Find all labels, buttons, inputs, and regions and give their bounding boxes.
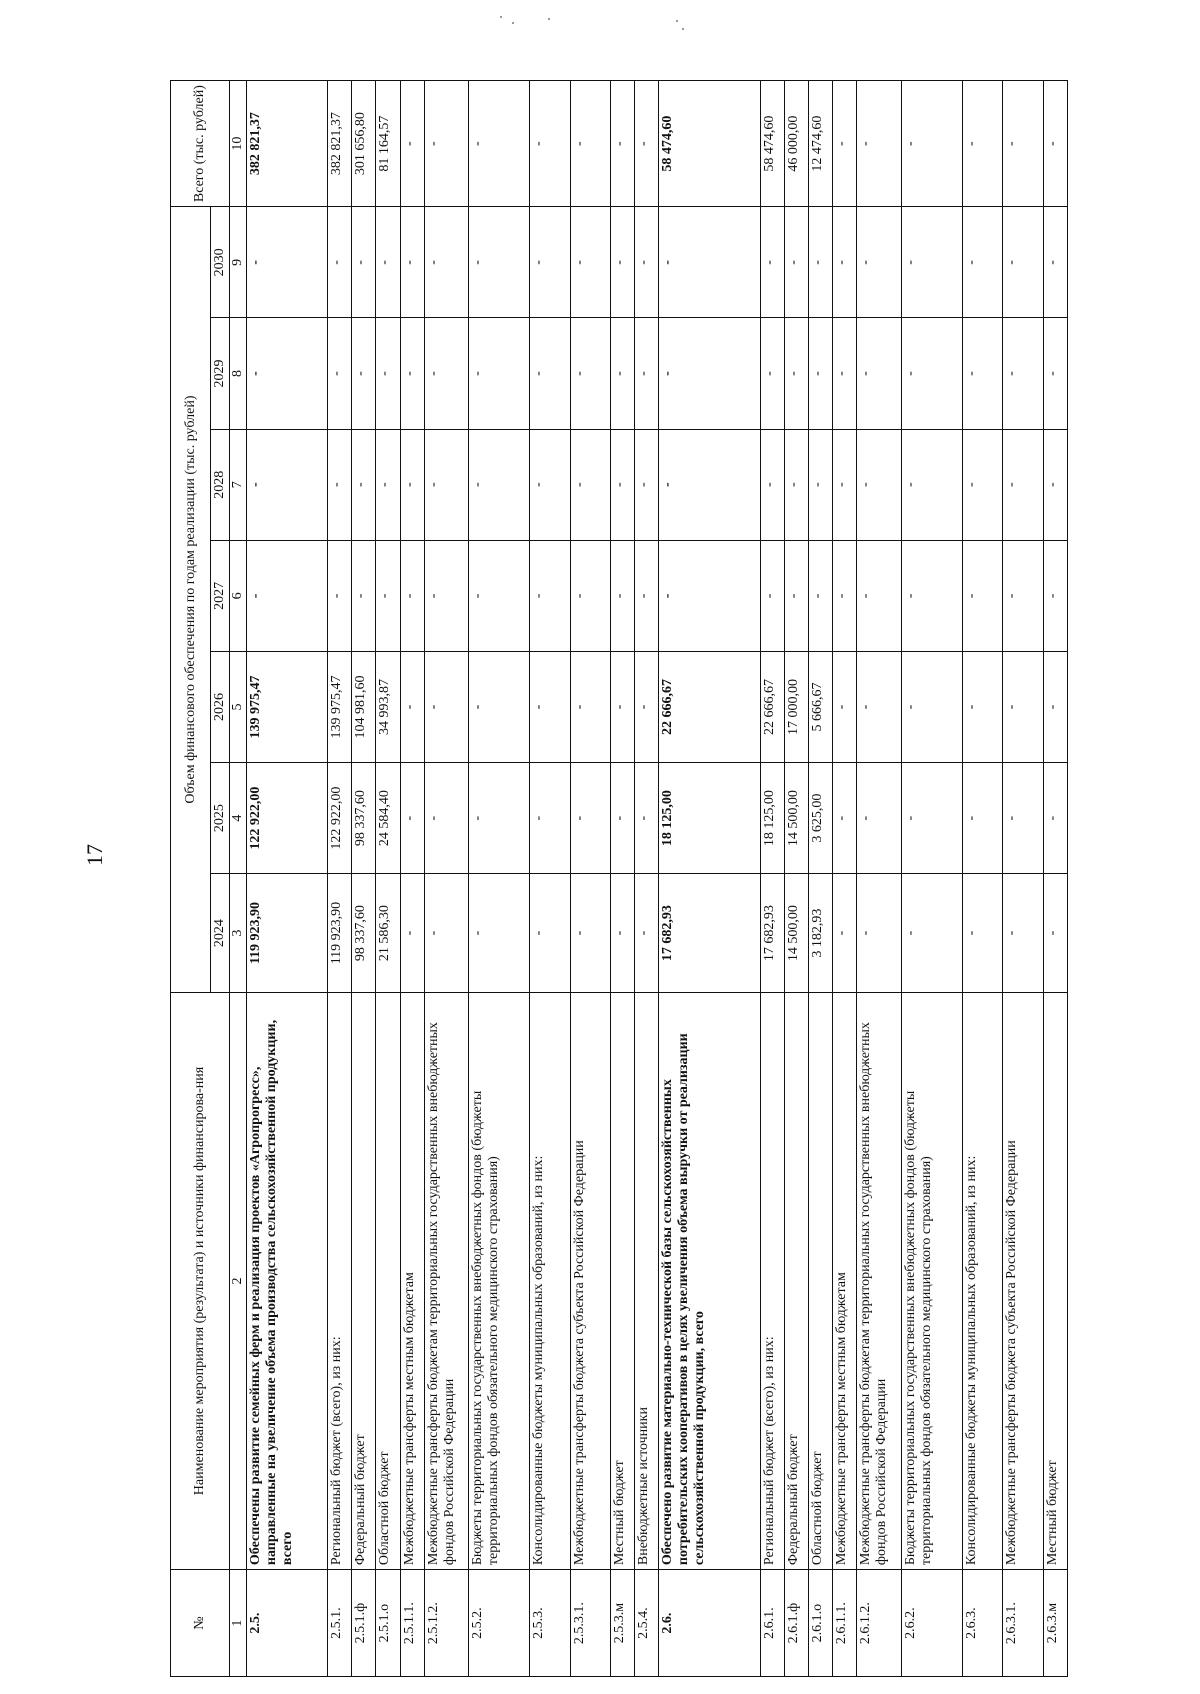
row-value: - bbox=[784, 318, 808, 429]
row-value: - bbox=[901, 874, 962, 993]
table-row bbox=[1043, 81, 1067, 1677]
row-value: 3 625,00 bbox=[809, 763, 833, 874]
row-value: - bbox=[857, 763, 901, 874]
row-name: Межбюджетные трансферты местным бюджетам bbox=[400, 992, 424, 1569]
row-code: 2.6.1.о bbox=[809, 1570, 833, 1677]
row-name: Внебюджетные источники bbox=[635, 992, 659, 1569]
row-value: - bbox=[611, 874, 635, 993]
row-value: - bbox=[659, 429, 761, 540]
financing-table bbox=[170, 80, 1068, 1677]
row-value: - bbox=[901, 429, 962, 540]
row-value: - bbox=[635, 318, 659, 429]
row-value: - bbox=[247, 207, 328, 318]
row-code: 2.6.3.м bbox=[1043, 1570, 1067, 1677]
row-value: - bbox=[901, 540, 962, 651]
row-name: Обеспечено развитие материально-технической базы сельскохозяйственных потребительских кооперативов в целях увеличения объема выручки от реализации сельскохозяйственной продукции, всего bbox=[659, 992, 761, 1569]
row-value: - bbox=[570, 207, 611, 318]
row-code: 2.6.3. bbox=[962, 1570, 1003, 1677]
column-index: 10 bbox=[230, 81, 247, 207]
row-total: - bbox=[962, 81, 1003, 207]
rotated-table-container bbox=[170, 80, 1068, 1677]
row-value: 17 682,93 bbox=[659, 874, 761, 993]
row-name: Федеральный бюджет bbox=[352, 992, 376, 1569]
row-value: - bbox=[857, 651, 901, 762]
row-value: 119 923,90 bbox=[247, 874, 328, 993]
row-value: - bbox=[469, 318, 530, 429]
row-value: - bbox=[901, 207, 962, 318]
column-index: 4 bbox=[230, 763, 247, 874]
row-total: - bbox=[1003, 81, 1044, 207]
row-value: - bbox=[400, 874, 424, 993]
row-total: - bbox=[901, 81, 962, 207]
table-row bbox=[962, 81, 1003, 1677]
row-total: - bbox=[529, 81, 570, 207]
row-value: - bbox=[376, 318, 400, 429]
row-total: - bbox=[857, 81, 901, 207]
row-total: 46 000,00 bbox=[784, 81, 808, 207]
row-value: - bbox=[659, 540, 761, 651]
row-value: - bbox=[857, 207, 901, 318]
row-value: - bbox=[400, 651, 424, 762]
row-value: - bbox=[570, 763, 611, 874]
row-code: 2.6.2. bbox=[901, 1570, 962, 1677]
row-value: - bbox=[809, 207, 833, 318]
table-row bbox=[376, 81, 400, 1677]
header-year: 2028 bbox=[211, 429, 230, 540]
row-value: 139 975,47 bbox=[247, 651, 328, 762]
row-value: 22 666,67 bbox=[760, 651, 784, 762]
row-value: - bbox=[901, 763, 962, 874]
column-index: 3 bbox=[230, 874, 247, 993]
row-value: 18 125,00 bbox=[659, 763, 761, 874]
row-value: 14 500,00 bbox=[784, 874, 808, 993]
column-index: 2 bbox=[230, 992, 247, 1569]
row-name: Областной бюджет bbox=[809, 992, 833, 1569]
row-value: - bbox=[809, 318, 833, 429]
row-name: Местный бюджет bbox=[1043, 992, 1067, 1569]
row-value: - bbox=[328, 207, 352, 318]
row-value: - bbox=[376, 207, 400, 318]
row-value: - bbox=[962, 318, 1003, 429]
row-value: - bbox=[635, 540, 659, 651]
row-total: - bbox=[1043, 81, 1067, 207]
row-value: - bbox=[247, 429, 328, 540]
row-total: 382 821,37 bbox=[247, 81, 328, 207]
row-value: - bbox=[328, 429, 352, 540]
row-value: - bbox=[529, 763, 570, 874]
row-value: - bbox=[1043, 763, 1067, 874]
row-code: 2.6.1. bbox=[760, 1570, 784, 1677]
header-year: 2024 bbox=[211, 874, 230, 993]
column-index: 8 bbox=[230, 318, 247, 429]
row-value: - bbox=[570, 540, 611, 651]
row-value: - bbox=[635, 207, 659, 318]
column-index: 9 bbox=[230, 207, 247, 318]
row-code: 2.6.1.2. bbox=[857, 1570, 901, 1677]
row-code: 2.5.3.м bbox=[611, 1570, 635, 1677]
row-value: - bbox=[760, 207, 784, 318]
row-value: - bbox=[1003, 429, 1044, 540]
table-row bbox=[529, 81, 570, 1677]
row-name: Региональный бюджет (всего), из них: bbox=[328, 992, 352, 1569]
row-total: - bbox=[570, 81, 611, 207]
column-index: 7 bbox=[230, 429, 247, 540]
row-total: 382 821,37 bbox=[328, 81, 352, 207]
row-value: 104 981,60 bbox=[352, 651, 376, 762]
row-value: 14 500,00 bbox=[784, 763, 808, 874]
row-value: - bbox=[901, 651, 962, 762]
row-value: - bbox=[352, 540, 376, 651]
row-value: - bbox=[1043, 207, 1067, 318]
header-name: Наименование мероприятия (результата) и источники финансирова-ния bbox=[171, 992, 230, 1569]
header-year: 2025 bbox=[211, 763, 230, 874]
row-value: 98 337,60 bbox=[352, 874, 376, 993]
row-value: - bbox=[784, 207, 808, 318]
row-value: - bbox=[611, 318, 635, 429]
row-value: - bbox=[784, 429, 808, 540]
row-value: 21 586,30 bbox=[376, 874, 400, 993]
row-code: 2.5.1.о bbox=[376, 1570, 400, 1677]
row-value: - bbox=[611, 763, 635, 874]
row-value: - bbox=[424, 763, 468, 874]
row-value: - bbox=[659, 207, 761, 318]
row-value: - bbox=[833, 540, 857, 651]
header-year: 2030 bbox=[211, 207, 230, 318]
row-value: - bbox=[1043, 540, 1067, 651]
row-value: - bbox=[424, 318, 468, 429]
header-year: 2027 bbox=[211, 540, 230, 651]
row-total: 12 474,60 bbox=[809, 81, 833, 207]
row-value: - bbox=[833, 207, 857, 318]
row-value: 139 975,47 bbox=[328, 651, 352, 762]
row-value: - bbox=[1003, 874, 1044, 993]
row-value: 34 993,87 bbox=[376, 651, 400, 762]
table-row bbox=[809, 81, 833, 1677]
table-row bbox=[352, 81, 376, 1677]
row-value: - bbox=[833, 874, 857, 993]
row-value: - bbox=[424, 651, 468, 762]
row-value: - bbox=[400, 318, 424, 429]
row-total: 58 474,60 bbox=[760, 81, 784, 207]
row-value: - bbox=[469, 651, 530, 762]
row-name: Бюджеты территориальных государственных внебюджетных фондов (бюджеты территориальных фондов обязательного медицинского страхования) bbox=[901, 992, 962, 1569]
row-value: - bbox=[1003, 207, 1044, 318]
row-value: - bbox=[247, 540, 328, 651]
row-value: - bbox=[570, 429, 611, 540]
column-index: 6 bbox=[230, 540, 247, 651]
row-value: - bbox=[611, 429, 635, 540]
row-code: 2.6.3.1. bbox=[1003, 1570, 1044, 1677]
row-value: - bbox=[529, 651, 570, 762]
row-name: Межбюджетные трансферты бюджетам территориальных государственных внебюджетных фондов Российской Федерации bbox=[424, 992, 468, 1569]
row-code: 2.5.1.1. bbox=[400, 1570, 424, 1677]
row-total: - bbox=[611, 81, 635, 207]
row-code: 2.6.1.1. bbox=[833, 1570, 857, 1677]
row-name: Федеральный бюджет bbox=[784, 992, 808, 1569]
table-row bbox=[784, 81, 808, 1677]
row-value: - bbox=[833, 429, 857, 540]
row-value: - bbox=[469, 429, 530, 540]
row-name: Консолидированные бюджеты муниципальных образований, из них: bbox=[962, 992, 1003, 1569]
row-value: - bbox=[424, 874, 468, 993]
row-value: - bbox=[760, 429, 784, 540]
row-value: - bbox=[962, 651, 1003, 762]
header-volume: Объем финансового обеспечения по годам реализации (тыс. рублей) bbox=[171, 207, 211, 993]
row-value: - bbox=[469, 540, 530, 651]
row-value: - bbox=[611, 540, 635, 651]
row-value: - bbox=[962, 429, 1003, 540]
row-value: - bbox=[857, 540, 901, 651]
row-value: - bbox=[376, 429, 400, 540]
header-number: № bbox=[171, 1570, 230, 1677]
row-value: - bbox=[570, 318, 611, 429]
row-value: - bbox=[400, 429, 424, 540]
row-code: 2.6. bbox=[659, 1570, 761, 1677]
row-value: - bbox=[659, 318, 761, 429]
row-total: 58 474,60 bbox=[659, 81, 761, 207]
row-code: 2.5.3.1. bbox=[570, 1570, 611, 1677]
table-row bbox=[247, 81, 328, 1677]
row-value: - bbox=[962, 207, 1003, 318]
row-value: - bbox=[352, 429, 376, 540]
row-value: - bbox=[635, 763, 659, 874]
row-value: - bbox=[857, 429, 901, 540]
row-value: - bbox=[962, 540, 1003, 651]
row-value: - bbox=[760, 540, 784, 651]
table-row bbox=[611, 81, 635, 1677]
header-year: 2026 bbox=[211, 651, 230, 762]
row-value: - bbox=[570, 651, 611, 762]
row-value: - bbox=[529, 874, 570, 993]
table-row bbox=[1003, 81, 1044, 1677]
row-value: - bbox=[400, 763, 424, 874]
row-value: 17 000,00 bbox=[784, 651, 808, 762]
row-code: 2.5.1. bbox=[328, 1570, 352, 1677]
row-value: - bbox=[328, 540, 352, 651]
row-value: 122 922,00 bbox=[328, 763, 352, 874]
column-index: 5 bbox=[230, 651, 247, 762]
row-value: 119 923,90 bbox=[328, 874, 352, 993]
table-row bbox=[760, 81, 784, 1677]
row-code: 2.5.1.2. bbox=[424, 1570, 468, 1677]
row-value: - bbox=[529, 207, 570, 318]
row-value: - bbox=[611, 207, 635, 318]
row-code: 2.6.1.ф bbox=[784, 1570, 808, 1677]
row-value: - bbox=[328, 318, 352, 429]
row-value: - bbox=[1003, 318, 1044, 429]
column-index-row bbox=[230, 81, 247, 1677]
row-value: - bbox=[611, 651, 635, 762]
row-value: - bbox=[962, 763, 1003, 874]
row-value: - bbox=[784, 540, 808, 651]
row-value: - bbox=[635, 651, 659, 762]
row-name: Обеспечены развитие семейных ферм и реализация проектов «Агропрогресс», направленные на увеличение объема производства сельскохозяйственной продукции, всего bbox=[247, 992, 328, 1569]
table-row bbox=[570, 81, 611, 1677]
row-total: - bbox=[635, 81, 659, 207]
row-value: - bbox=[424, 429, 468, 540]
table-row bbox=[857, 81, 901, 1677]
row-value: - bbox=[376, 540, 400, 651]
row-value: - bbox=[469, 763, 530, 874]
row-value: - bbox=[529, 540, 570, 651]
row-value: - bbox=[570, 874, 611, 993]
table-row bbox=[400, 81, 424, 1677]
row-name: Межбюджетные трансферты бюджета субъекта Российской Федерации bbox=[570, 992, 611, 1569]
row-code: 2.5.3. bbox=[529, 1570, 570, 1677]
row-name: Бюджеты территориальных государственных внебюджетных фондов (бюджеты территориальных фондов обязательного медицинского страхования) bbox=[469, 992, 530, 1569]
row-value: - bbox=[424, 540, 468, 651]
row-value: 122 922,00 bbox=[247, 763, 328, 874]
row-value: - bbox=[400, 540, 424, 651]
table-row bbox=[635, 81, 659, 1677]
table-row bbox=[901, 81, 962, 1677]
row-value: - bbox=[901, 318, 962, 429]
row-value: - bbox=[352, 207, 376, 318]
row-name: Межбюджетные трансферты бюджетам территориальных государственных внебюджетных фондов Российской Федерации bbox=[857, 992, 901, 1569]
table-row bbox=[424, 81, 468, 1677]
row-value: - bbox=[1003, 540, 1044, 651]
row-value: - bbox=[1003, 651, 1044, 762]
row-value: - bbox=[857, 318, 901, 429]
row-name: Местный бюджет bbox=[611, 992, 635, 1569]
row-total: - bbox=[424, 81, 468, 207]
scan-artifact bbox=[682, 28, 684, 30]
scan-artifact bbox=[548, 18, 550, 20]
row-code: 2.5. bbox=[247, 1570, 328, 1677]
row-value: - bbox=[833, 318, 857, 429]
row-name: Межбюджетные трансферты местным бюджетам bbox=[833, 992, 857, 1569]
row-value: - bbox=[352, 318, 376, 429]
row-value: - bbox=[962, 874, 1003, 993]
row-value: - bbox=[1003, 763, 1044, 874]
row-value: - bbox=[1043, 429, 1067, 540]
table-row bbox=[833, 81, 857, 1677]
scan-artifact bbox=[512, 22, 514, 24]
row-total: 301 656,80 bbox=[352, 81, 376, 207]
scan-artifact bbox=[676, 20, 678, 22]
row-value: - bbox=[809, 429, 833, 540]
row-value: 24 584,40 bbox=[376, 763, 400, 874]
row-value: 3 182,93 bbox=[809, 874, 833, 993]
row-name: Консолидированные бюджеты муниципальных образований, из них: bbox=[529, 992, 570, 1569]
row-value: - bbox=[635, 874, 659, 993]
row-total: - bbox=[833, 81, 857, 207]
header-total: Всего (тыс. рублей) bbox=[171, 81, 230, 207]
row-value: - bbox=[833, 651, 857, 762]
table-row bbox=[328, 81, 352, 1677]
row-value: 5 666,67 bbox=[809, 651, 833, 762]
header-year: 2029 bbox=[211, 318, 230, 429]
row-value: 17 682,93 bbox=[760, 874, 784, 993]
row-value: - bbox=[635, 429, 659, 540]
row-name: Областной бюджет bbox=[376, 992, 400, 1569]
scan-artifact bbox=[500, 16, 502, 18]
row-value: - bbox=[529, 318, 570, 429]
row-value: - bbox=[469, 874, 530, 993]
row-total: - bbox=[469, 81, 530, 207]
row-value: - bbox=[833, 763, 857, 874]
row-name: Межбюджетные трансферты бюджета субъекта Российской Федерации bbox=[1003, 992, 1044, 1569]
row-value: - bbox=[809, 540, 833, 651]
row-value: - bbox=[857, 874, 901, 993]
row-value: - bbox=[247, 318, 328, 429]
row-value: - bbox=[1043, 318, 1067, 429]
row-total: 81 164,57 bbox=[376, 81, 400, 207]
row-code: 2.5.4. bbox=[635, 1570, 659, 1677]
column-index: 1 bbox=[230, 1570, 247, 1677]
row-value: - bbox=[400, 207, 424, 318]
row-value: 22 666,67 bbox=[659, 651, 761, 762]
table-row bbox=[659, 81, 761, 1677]
row-name: Региональный бюджет (всего), из них: bbox=[760, 992, 784, 1569]
row-value: - bbox=[760, 318, 784, 429]
row-value: - bbox=[529, 429, 570, 540]
row-code: 2.5.2. bbox=[469, 1570, 530, 1677]
row-value: - bbox=[1043, 874, 1067, 993]
row-value: 18 125,00 bbox=[760, 763, 784, 874]
row-total: - bbox=[400, 81, 424, 207]
row-value: - bbox=[1043, 651, 1067, 762]
page-number: 17 bbox=[82, 844, 107, 866]
table-row bbox=[469, 81, 530, 1677]
row-value: 98 337,60 bbox=[352, 763, 376, 874]
row-value: - bbox=[424, 207, 468, 318]
row-value: - bbox=[469, 207, 530, 318]
row-code: 2.5.1.ф bbox=[352, 1570, 376, 1677]
